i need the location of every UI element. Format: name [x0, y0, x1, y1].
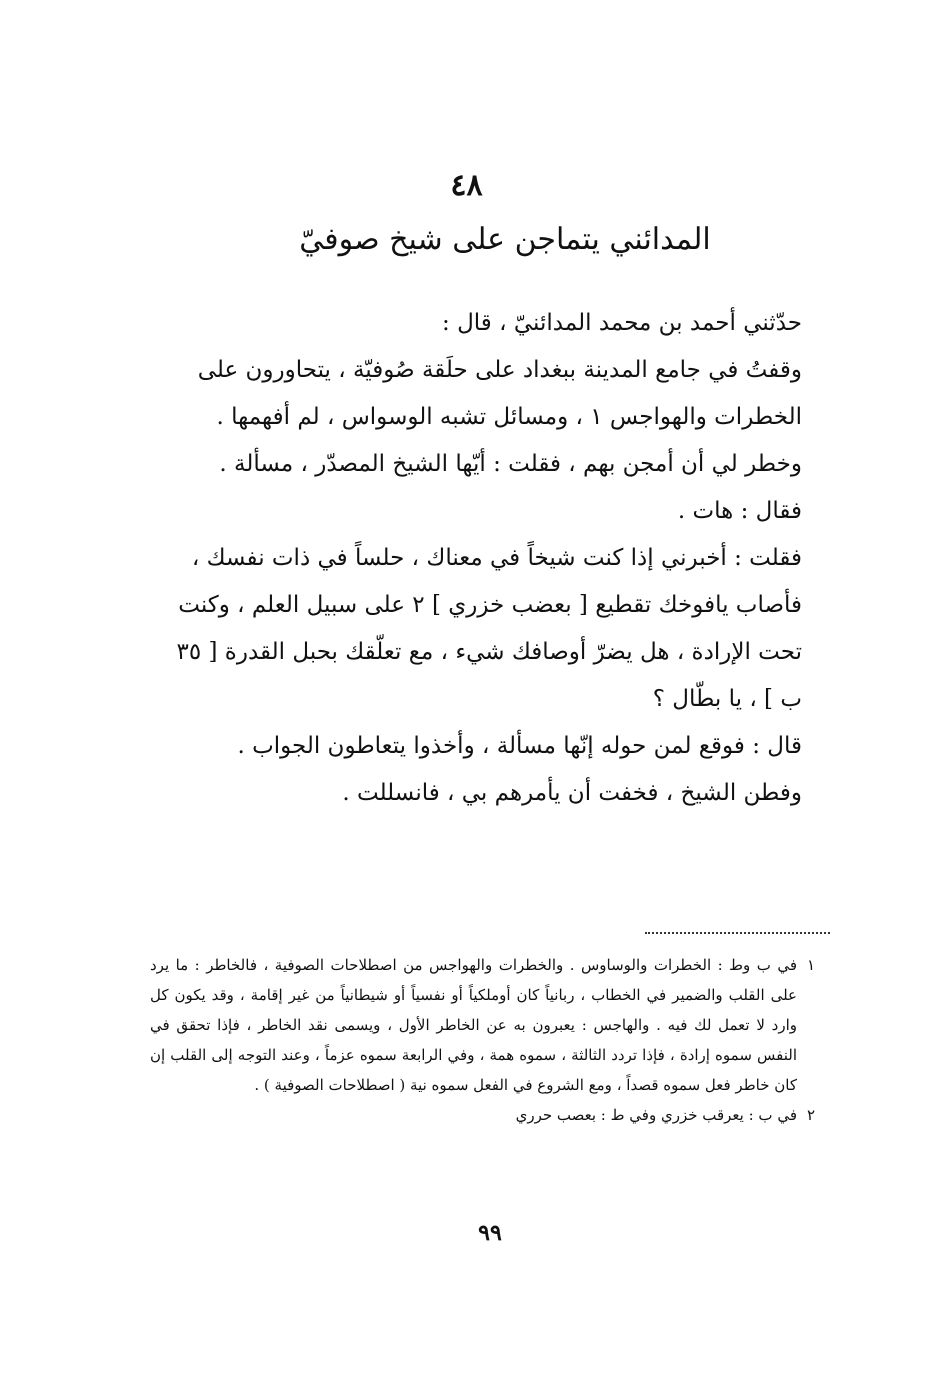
paragraph: حدّثني أحمد بن محمد المدائنيّ ، قال :: [442, 310, 802, 336]
footnote-number: ١: [806, 956, 815, 974]
footnote-divider: [645, 932, 830, 934]
paragraph: فقلت : أخبرني إذا كنت شيخاً في معناك ، حلساً في ذات نفسك ، فأصاب يافوخك تقطيع [ بعضب خزري ] ٢ على سبيل العلم ، وكنت تحت الإرادة ، هل يضرّ أوصافك شيء ، مع تعلّقك بحبل القدرة [ ٣٥ ب ] ، يا بطّال ؟: [176, 545, 802, 712]
paragraph: قال : فوقع لمن حوله إنّها مسألة ، وأخذوا يتعاطون الجواب .: [237, 733, 802, 759]
chapter-title: المدائني يتماجن على شيخ صوفيّ: [299, 222, 711, 257]
footnote: [150, 950, 815, 1100]
footnotes: [150, 950, 815, 1130]
paragraph: وفطن الشيخ ، فخفت أن يأمرهم بي ، فانسللت .: [342, 780, 802, 806]
body-text: [170, 300, 842, 817]
page-number: ٩٩: [478, 1220, 502, 1246]
footnote-text: في ب : يعرقب خزري وفي ط : بعصب حرري: [515, 1106, 797, 1124]
paragraph: وقفتُ في جامع المدينة ببغداد على حلَقة صُوفيّة ، يتحاورون على الخطرات والهواجس ١ ، ومسائل تشبه الوسواس ، لم أفهمها .: [197, 357, 802, 430]
footnote: [150, 1100, 815, 1130]
paragraph: وخطر لي أن أمجن بهم ، فقلت : أيّها الشيخ المصدّر ، مسألة .: [219, 451, 802, 477]
section-number: ٤٨: [450, 168, 483, 203]
paragraph: فقال : هات .: [677, 498, 802, 524]
footnote-number: ٢: [806, 1106, 815, 1124]
footnote-text: في ب وط : الخطرات والوساوس . والخطرات والهواجس من اصطلاحات الصوفية ، فالخاطر : ما يرد على القلب والضمير في الخطاب ، ربانياً كان أوملكياً أو نفسياً أو شيطانياً من غير إقامة ، وقد يكون كل وارد لا تعمل لك فيه . والهاجس : يعبرون به عن الخاطر الأول ، ويسمى نقد الخاطر ، فإذا تحقق في النفس سموه إرادة ، فإذا تردد الثالثة ، سموه همة ، وفي الرابعة سموه عزماً ، وعند التوجه إلى القلب إن كان خاطر فعل سموه قصداً ، ومع الشروع في الفعل سموه نية ( اصطلاحات الصوفية ) .: [150, 956, 797, 1094]
